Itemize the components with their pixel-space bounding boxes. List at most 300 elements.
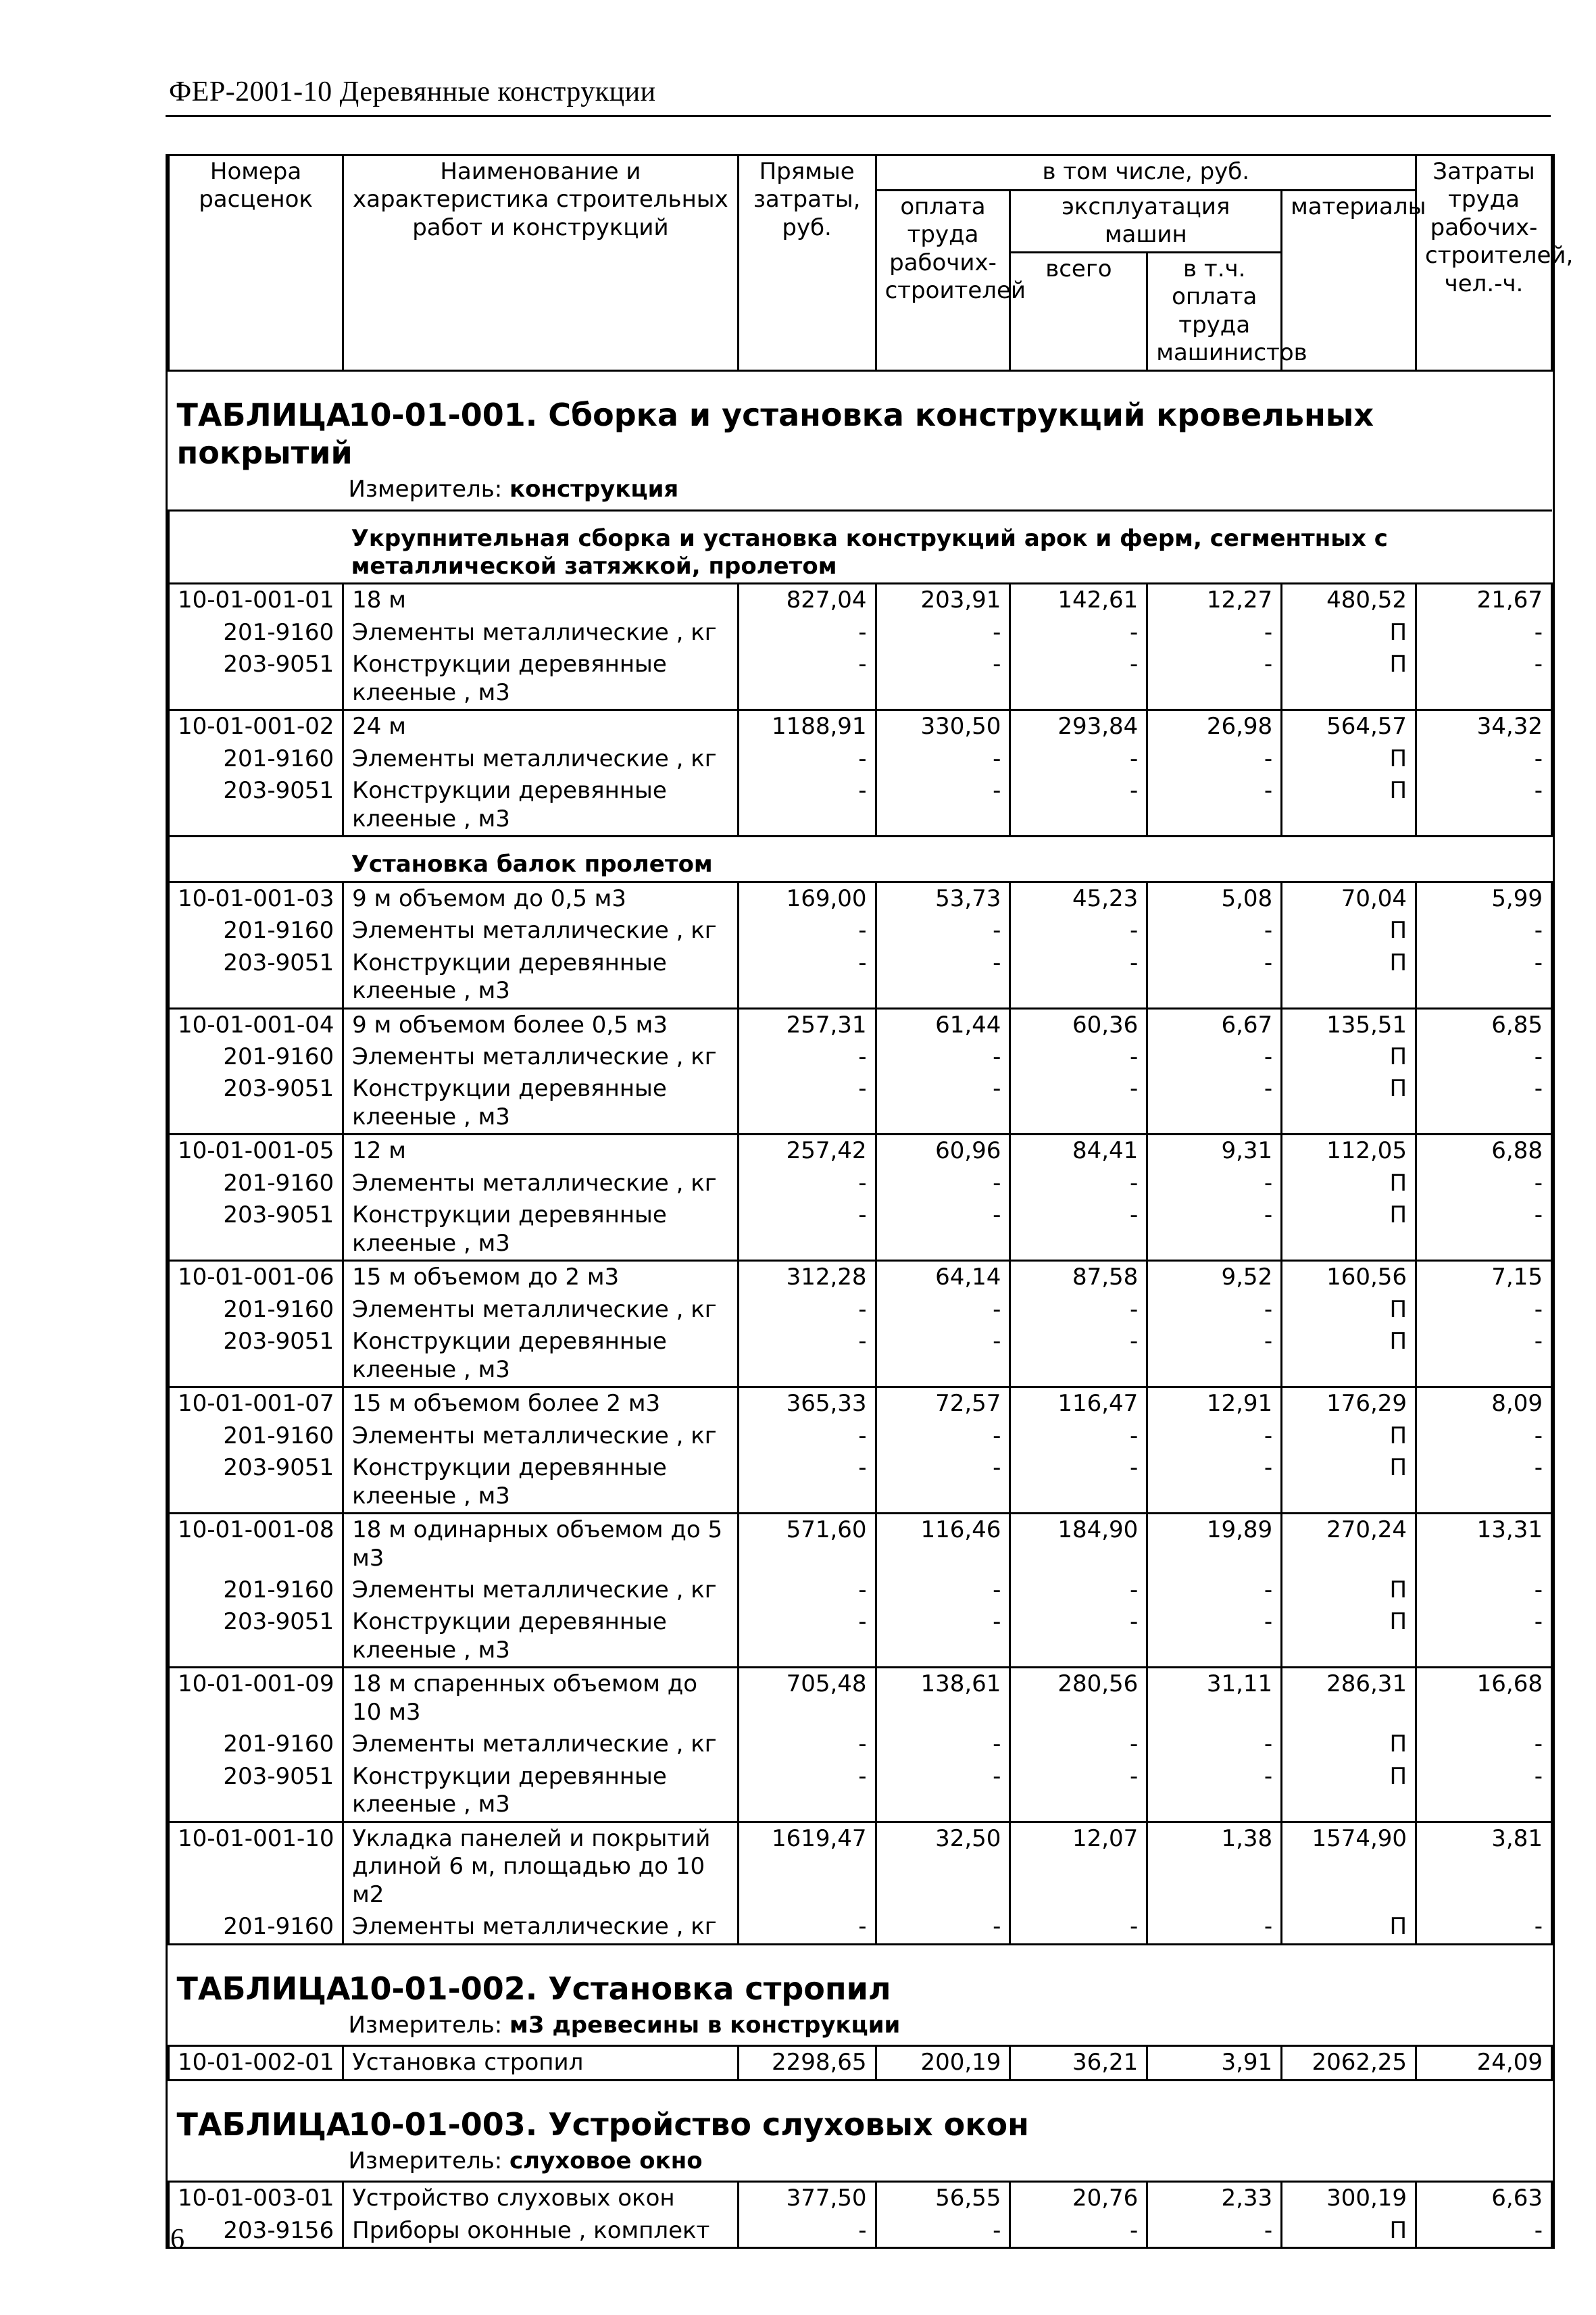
rate-row [169, 1387, 1552, 1420]
machines-total: 12,07 [1010, 1822, 1147, 1911]
machines-total: - [1010, 1168, 1147, 1199]
rate-name: 18 м спаренных объемом до 10 м3 [343, 1668, 739, 1728]
wage-cost: - [876, 915, 1010, 947]
resource-row [169, 1574, 1552, 1606]
labor-hours: - [1416, 617, 1552, 649]
direct-cost: 1619,47 [738, 1822, 876, 1911]
rate-code: 10-01-001-03 [169, 882, 343, 915]
resource-row [169, 743, 1552, 775]
labor-hours: - [1416, 1728, 1552, 1760]
wage-cost: - [876, 1073, 1010, 1134]
materials-cost: 286,31 [1282, 1668, 1416, 1728]
resource-name: Конструкции деревянные клееные , м3 [343, 1606, 739, 1667]
resource-name: Конструкции деревянные клееные , м3 [343, 1761, 739, 1822]
direct-cost: - [738, 743, 876, 775]
materials-cost: П [1282, 1168, 1416, 1199]
direct-cost: 312,28 [738, 1261, 876, 1294]
direct-cost: - [738, 1761, 876, 1822]
labor-hours: - [1416, 915, 1552, 947]
machines-total: - [1010, 1452, 1147, 1513]
rates-table [166, 154, 1574, 2249]
resource-code: 203-9051 [169, 1452, 343, 1513]
materials-cost: 112,05 [1282, 1135, 1416, 1168]
wage-cost: - [876, 1761, 1010, 1822]
table-measure-row [169, 2146, 1552, 2182]
materials-cost: 480,52 [1282, 584, 1416, 617]
machines-wage: 26,98 [1147, 710, 1282, 743]
resource-row [169, 1041, 1552, 1073]
labor-hours: 34,32 [1416, 710, 1552, 743]
labor-hours: - [1416, 1294, 1552, 1326]
machines-total: - [1010, 1294, 1147, 1326]
labor-hours: 16,68 [1416, 1668, 1552, 1728]
direct-cost: 365,33 [738, 1387, 876, 1420]
materials-cost: 2062,25 [1282, 2046, 1416, 2080]
machines-wage: 3,91 [1147, 2046, 1282, 2080]
labor-hours: - [1416, 775, 1552, 836]
materials-cost: П [1282, 2215, 1416, 2247]
table-measure-row [169, 474, 1552, 510]
direct-cost: - [738, 617, 876, 649]
materials-cost: П [1282, 617, 1416, 649]
machines-wage: 12,91 [1147, 1387, 1282, 1420]
resource-row [169, 2215, 1552, 2247]
rate-name: 9 м объемом более 0,5 м3 [343, 1008, 739, 1041]
rate-name: Укладка панелей и покрытий длиной 6 м, площадью до 10 м2 [343, 1822, 739, 1911]
materials-cost: П [1282, 1326, 1416, 1387]
machines-total: - [1010, 1911, 1147, 1944]
machines-wage: - [1147, 743, 1282, 775]
machines-wage: - [1147, 947, 1282, 1008]
rate-code: 10-01-001-01 [169, 584, 343, 617]
wage-cost: - [876, 1168, 1010, 1199]
wage-cost: - [876, 2215, 1010, 2247]
wage-cost: - [876, 1294, 1010, 1326]
rate-row [169, 584, 1552, 617]
resource-code: 201-9160 [169, 1168, 343, 1199]
labor-hours: - [1416, 2215, 1552, 2247]
direct-cost: - [738, 1294, 876, 1326]
rate-code: 10-01-003-01 [169, 2182, 343, 2215]
labor-hours: - [1416, 1574, 1552, 1606]
machines-wage: - [1147, 1073, 1282, 1134]
resource-code: 201-9160 [169, 743, 343, 775]
resource-code: 201-9160 [169, 617, 343, 649]
materials-cost: 270,24 [1282, 1514, 1416, 1574]
resource-row [169, 1911, 1552, 1944]
rate-row [169, 2182, 1552, 2215]
table-title [169, 2080, 1552, 2146]
rate-row [169, 2046, 1552, 2080]
direct-cost: 571,60 [738, 1514, 876, 1574]
wage-cost: 64,14 [876, 1261, 1010, 1294]
resource-row [169, 1294, 1552, 1326]
labor-hours: 3,81 [1416, 1822, 1552, 1911]
resource-row [169, 915, 1552, 947]
resource-name: Элементы металлические , кг [343, 617, 739, 649]
rate-row [169, 882, 1552, 915]
materials-cost: 564,57 [1282, 710, 1416, 743]
machines-wage: - [1147, 1728, 1282, 1760]
direct-cost: 1188,91 [738, 710, 876, 743]
machines-total: - [1010, 1420, 1147, 1452]
machines-wage: - [1147, 775, 1282, 836]
labor-hours: - [1416, 1168, 1552, 1199]
wage-cost: - [876, 743, 1010, 775]
resource-code: 201-9160 [169, 1041, 343, 1073]
col-header-materials: материалы [1282, 191, 1416, 371]
direct-cost: 377,50 [738, 2182, 876, 2215]
table-measure [169, 2146, 1552, 2182]
machines-total: 87,58 [1010, 1261, 1147, 1294]
rate-code: 10-01-001-04 [169, 1008, 343, 1041]
labor-hours: 13,31 [1416, 1514, 1552, 1574]
rate-row [169, 1822, 1552, 1911]
machines-total: 45,23 [1010, 882, 1147, 915]
direct-cost: - [738, 1574, 876, 1606]
machines-wage: 19,89 [1147, 1514, 1282, 1574]
resource-row [169, 1199, 1552, 1260]
resource-row [169, 947, 1552, 1008]
rate-code: 10-01-001-06 [169, 1261, 343, 1294]
wage-cost: - [876, 1199, 1010, 1260]
direct-cost: - [738, 1728, 876, 1760]
rate-name: Установка стропил [343, 2046, 739, 2080]
labor-hours: - [1416, 1420, 1552, 1452]
machines-total: - [1010, 1728, 1147, 1760]
direct-cost: - [738, 1199, 876, 1260]
resource-code: 203-9051 [169, 1606, 343, 1667]
rate-row [169, 1261, 1552, 1294]
wage-cost: - [876, 1041, 1010, 1073]
resource-row [169, 1452, 1552, 1513]
rate-name: 15 м объемом до 2 м3 [343, 1261, 739, 1294]
resource-code: 201-9160 [169, 1420, 343, 1452]
measure-label: Измеритель: [348, 2147, 503, 2174]
machines-total: - [1010, 743, 1147, 775]
machines-total: - [1010, 775, 1147, 836]
table-title-row [169, 370, 1552, 474]
table-title-text: 10-01-003. Устройство слуховых окон [348, 2106, 1029, 2143]
machines-wage: - [1147, 1294, 1282, 1326]
direct-cost: - [738, 1452, 876, 1513]
wage-cost: - [876, 1452, 1010, 1513]
materials-cost: П [1282, 649, 1416, 710]
machines-wage: - [1147, 649, 1282, 710]
measure-label: Измеритель: [348, 2011, 503, 2039]
machines-total: - [1010, 1199, 1147, 1260]
rates-grid [168, 154, 1574, 2247]
labor-hours: 5,99 [1416, 882, 1552, 915]
rate-code: 10-01-001-07 [169, 1387, 343, 1420]
page-number: 6 [170, 2224, 184, 2255]
resource-name: Элементы металлические , кг [343, 1420, 739, 1452]
resource-row [169, 1761, 1552, 1822]
machines-wage: - [1147, 1761, 1282, 1822]
machines-total: 184,90 [1010, 1514, 1147, 1574]
resource-code: 203-9051 [169, 775, 343, 836]
machines-total: - [1010, 915, 1147, 947]
machines-total: 293,84 [1010, 710, 1147, 743]
resource-code: 201-9160 [169, 1294, 343, 1326]
materials-cost: П [1282, 1041, 1416, 1073]
machines-wage: - [1147, 915, 1282, 947]
col-header-wage: оплата труда рабочих-строителей [876, 191, 1010, 371]
measure-line [177, 476, 1544, 503]
direct-cost: - [738, 915, 876, 947]
rate-row [169, 1135, 1552, 1168]
resource-row [169, 617, 1552, 649]
machines-wage: - [1147, 1168, 1282, 1199]
labor-hours: - [1416, 1199, 1552, 1260]
machines-wage: 5,08 [1147, 882, 1282, 915]
machines-total: - [1010, 649, 1147, 710]
resource-row [169, 1728, 1552, 1760]
wage-cost: 138,61 [876, 1668, 1010, 1728]
resource-row [169, 1326, 1552, 1387]
materials-cost: 70,04 [1282, 882, 1416, 915]
resource-code: 203-9051 [169, 1326, 343, 1387]
resource-row [169, 1420, 1552, 1452]
machines-wage: - [1147, 1041, 1282, 1073]
materials-cost: 176,29 [1282, 1387, 1416, 1420]
col-header-machines-total: всего [1010, 252, 1147, 370]
machines-total: - [1010, 1041, 1147, 1073]
table-title-text: 10-01-001. Сборка и установка конструкций кровельных покрытий [176, 396, 1374, 471]
materials-cost: 1574,90 [1282, 1822, 1416, 1911]
materials-cost: П [1282, 743, 1416, 775]
resource-code: 201-9160 [169, 915, 343, 947]
wage-cost: - [876, 1728, 1010, 1760]
rate-code: 10-01-001-02 [169, 710, 343, 743]
col-header-including: в том числе, руб. [876, 155, 1416, 191]
direct-cost: - [738, 2215, 876, 2247]
machines-wage: - [1147, 1199, 1282, 1260]
direct-cost: 705,48 [738, 1668, 876, 1728]
wage-cost: 330,50 [876, 710, 1010, 743]
header-rule [166, 115, 1551, 117]
table-title [169, 1944, 1552, 2010]
resource-name: Элементы металлические , кг [343, 1728, 739, 1760]
rate-code: 10-01-001-09 [169, 1668, 343, 1728]
wage-cost: 60,96 [876, 1135, 1010, 1168]
wage-cost: - [876, 1574, 1010, 1606]
materials-cost: П [1282, 1574, 1416, 1606]
machines-total: - [1010, 1574, 1147, 1606]
labor-hours: - [1416, 1326, 1552, 1387]
resource-code: 203-9051 [169, 1761, 343, 1822]
wage-cost: - [876, 1326, 1010, 1387]
resource-code: 203-9051 [169, 1073, 343, 1134]
resource-name: Элементы металлические , кг [343, 915, 739, 947]
wage-cost: 32,50 [876, 1822, 1010, 1911]
resource-name: Конструкции деревянные клееные , м3 [343, 947, 739, 1008]
resource-row [169, 1606, 1552, 1667]
materials-cost: П [1282, 1911, 1416, 1944]
machines-wage: - [1147, 1606, 1282, 1667]
table-label: ТАБЛИЦА [176, 396, 351, 433]
machines-wage: 2,33 [1147, 2182, 1282, 2215]
rate-row [169, 1008, 1552, 1041]
machines-total: 60,36 [1010, 1008, 1147, 1041]
wage-cost: - [876, 775, 1010, 836]
resource-name: Конструкции деревянные клееные , м3 [343, 1073, 739, 1134]
table-label: ТАБЛИЦА [176, 2106, 351, 2143]
rate-name: 12 м [343, 1135, 739, 1168]
measure-line [177, 2147, 1544, 2175]
direct-cost: 257,42 [738, 1135, 876, 1168]
direct-cost: - [738, 1606, 876, 1667]
direct-cost: - [738, 775, 876, 836]
resource-code: 201-9160 [169, 1911, 343, 1944]
labor-hours: 8,09 [1416, 1387, 1552, 1420]
labor-hours: 7,15 [1416, 1261, 1552, 1294]
table-title-text: 10-01-002. Установка стропил [348, 1970, 891, 2007]
machines-total: - [1010, 1761, 1147, 1822]
direct-cost: - [738, 1420, 876, 1452]
materials-cost: П [1282, 1420, 1416, 1452]
table-measure-row [169, 2010, 1552, 2046]
materials-cost: П [1282, 947, 1416, 1008]
measure-value: конструкция [509, 476, 679, 503]
wage-cost: 72,57 [876, 1387, 1010, 1420]
wage-cost: - [876, 617, 1010, 649]
rate-name: 18 м [343, 584, 739, 617]
resource-code: 203-9156 [169, 2215, 343, 2247]
wage-cost: - [876, 947, 1010, 1008]
resource-name: Конструкции деревянные клееные , м3 [343, 649, 739, 710]
machines-wage: 9,31 [1147, 1135, 1282, 1168]
machines-wage: - [1147, 1911, 1282, 1944]
machines-total: - [1010, 2215, 1147, 2247]
rate-row [169, 1514, 1552, 1574]
col-header-direct: Прямые затраты, руб. [738, 155, 876, 371]
machines-wage: 6,67 [1147, 1008, 1282, 1041]
resource-name: Конструкции деревянные клееные , м3 [343, 1452, 739, 1513]
col-header-code: Номера расценок [169, 155, 343, 371]
col-header-machines-wage: в т.ч. оплата труда машинистов [1147, 252, 1282, 370]
section-row [169, 837, 1552, 882]
direct-cost: - [738, 1073, 876, 1134]
machines-total: 280,56 [1010, 1668, 1147, 1728]
rate-code: 10-01-001-10 [169, 1822, 343, 1911]
table-title-row [169, 1944, 1552, 2010]
machines-total: 36,21 [1010, 2046, 1147, 2080]
materials-cost: 135,51 [1282, 1008, 1416, 1041]
machines-wage: - [1147, 1452, 1282, 1513]
labor-hours: - [1416, 1606, 1552, 1667]
resource-code: 203-9051 [169, 1199, 343, 1260]
machines-wage: 12,27 [1147, 584, 1282, 617]
rate-row [169, 1668, 1552, 1728]
direct-cost: - [738, 947, 876, 1008]
wage-cost: 61,44 [876, 1008, 1010, 1041]
machines-wage: - [1147, 1326, 1282, 1387]
section-spacer [169, 510, 343, 584]
rate-row [169, 710, 1552, 743]
rate-code: 10-01-001-08 [169, 1514, 343, 1574]
table-measure [169, 474, 1552, 510]
measure-label: Измеритель: [348, 476, 503, 503]
direct-cost: - [738, 1041, 876, 1073]
table-label: ТАБЛИЦА [176, 1970, 351, 2007]
machines-total: 84,41 [1010, 1135, 1147, 1168]
machines-total: - [1010, 1326, 1147, 1387]
resource-name: Элементы металлические , кг [343, 1041, 739, 1073]
wage-cost: 56,55 [876, 2182, 1010, 2215]
machines-total: 116,47 [1010, 1387, 1147, 1420]
direct-cost: 257,31 [738, 1008, 876, 1041]
section-title: Укрупнительная сборка и установка конструкций арок и ферм, сегментных с металлической затяжкой, пролетом [343, 510, 1552, 584]
labor-hours: 21,67 [1416, 584, 1552, 617]
resource-name: Элементы металлические , кг [343, 1168, 739, 1199]
wage-cost: 203,91 [876, 584, 1010, 617]
machines-wage: - [1147, 2215, 1282, 2247]
table-title-row [169, 2080, 1552, 2146]
resource-row [169, 1168, 1552, 1199]
direct-cost: - [738, 1326, 876, 1387]
section-spacer [169, 837, 343, 882]
resource-name: Элементы металлические , кг [343, 743, 739, 775]
machines-total: 142,61 [1010, 584, 1147, 617]
rate-name: 15 м объемом более 2 м3 [343, 1387, 739, 1420]
machines-wage: 1,38 [1147, 1822, 1282, 1911]
resource-name: Конструкции деревянные клееные , м3 [343, 1326, 739, 1387]
labor-hours: - [1416, 649, 1552, 710]
labor-hours: 6,85 [1416, 1008, 1552, 1041]
wage-cost: 116,46 [876, 1514, 1010, 1574]
resource-name: Элементы металлические , кг [343, 1574, 739, 1606]
section-title: Установка балок пролетом [343, 837, 1552, 882]
resource-name: Элементы металлические , кг [343, 1911, 739, 1944]
resource-code: 203-9051 [169, 649, 343, 710]
resource-code: 203-9051 [169, 947, 343, 1008]
page-header: ФЕР-2001-10 Деревянные конструкции [169, 76, 656, 107]
machines-wage: - [1147, 617, 1282, 649]
resource-name: Конструкции деревянные клееные , м3 [343, 1199, 739, 1260]
rate-name: 18 м одинарных объемом до 5 м3 [343, 1514, 739, 1574]
machines-total: - [1010, 617, 1147, 649]
resource-name: Конструкции деревянные клееные , м3 [343, 775, 739, 836]
labor-hours: 24,09 [1416, 2046, 1552, 2080]
labor-hours: - [1416, 1761, 1552, 1822]
labor-hours: 6,63 [1416, 2182, 1552, 2215]
table-measure [169, 2010, 1552, 2046]
wage-cost: - [876, 1420, 1010, 1452]
materials-cost: П [1282, 1294, 1416, 1326]
measure-value: м3 древесины в конструкции [509, 2011, 901, 2039]
section-row [169, 510, 1552, 584]
materials-cost: П [1282, 775, 1416, 836]
materials-cost: П [1282, 1761, 1416, 1822]
direct-cost: 169,00 [738, 882, 876, 915]
materials-cost: 160,56 [1282, 1261, 1416, 1294]
table-header [169, 155, 1574, 371]
rate-code: 10-01-002-01 [169, 2046, 343, 2080]
machines-total: - [1010, 947, 1147, 1008]
materials-cost: П [1282, 1728, 1416, 1760]
table-body [169, 370, 1552, 2247]
direct-cost: - [738, 649, 876, 710]
wage-cost: 200,19 [876, 2046, 1010, 2080]
materials-cost: П [1282, 1606, 1416, 1667]
labor-hours: - [1416, 1041, 1552, 1073]
resource-code: 201-9160 [169, 1728, 343, 1760]
resource-name: Элементы металлические , кг [343, 1294, 739, 1326]
direct-cost: 827,04 [738, 584, 876, 617]
direct-cost: 2298,65 [738, 2046, 876, 2080]
labor-hours: - [1416, 947, 1552, 1008]
